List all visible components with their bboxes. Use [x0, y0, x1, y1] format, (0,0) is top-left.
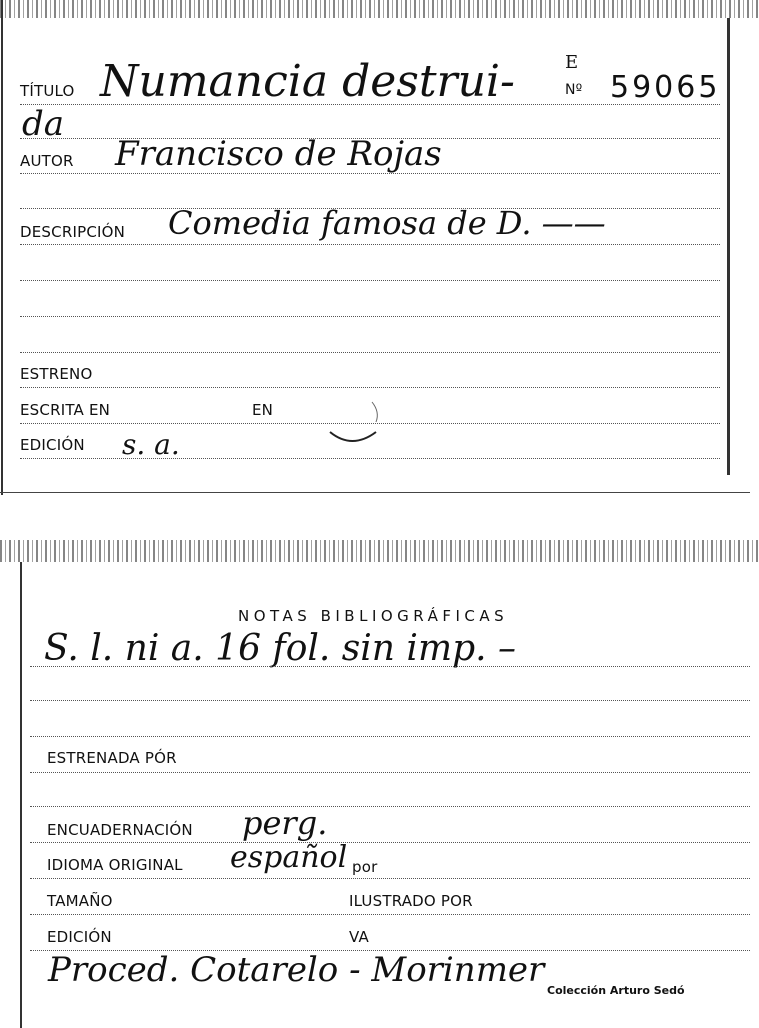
card-bottom-edge	[0, 492, 750, 493]
ilustrado-por-label: ILUSTRADO POR	[349, 892, 473, 910]
edicion-rule	[20, 458, 720, 459]
titulo-label: TÍTULO	[20, 82, 75, 100]
no-superscript: E	[565, 52, 579, 73]
card-right-edge	[727, 18, 730, 475]
autor-value: Francisco de Rojas	[115, 134, 442, 174]
tamano-rule	[30, 914, 750, 915]
edicion-label: EDICIÓN	[20, 436, 85, 454]
titulo-value: Numancia destrui-	[100, 56, 515, 107]
va-label: VA	[349, 928, 369, 946]
collection-credit: Colección Arturo Sedó	[547, 984, 685, 997]
descripcion-value: Comedia famosa de D. ——	[168, 204, 606, 242]
encuadernacion-value: perg.	[242, 804, 328, 842]
idioma-value: español	[230, 840, 348, 875]
estrenada-por-label: ESTRENADA PÓR	[47, 749, 177, 767]
blank-rule-1	[20, 280, 720, 281]
por-label: por	[352, 858, 378, 876]
card-left-edge	[1, 0, 3, 495]
estreno-label: ESTRENO	[20, 365, 93, 383]
edicion-back-label: EDICIÓN	[47, 928, 112, 946]
procedencia-value: Proced. Cotarelo - Morinmer	[48, 950, 545, 990]
escrita-en-label: ESCRITA EN	[20, 401, 111, 419]
encuadernacion-rule	[30, 842, 750, 843]
estreno-rule	[20, 387, 720, 388]
tamano-label: TAMAÑO	[47, 892, 113, 910]
estrenada-rule	[30, 772, 750, 773]
notas-rule	[30, 666, 750, 667]
catalog-card-back	[0, 540, 759, 1028]
blank-rule-back	[30, 806, 750, 807]
catalog-card-front	[0, 0, 759, 495]
descripcion-rule-top	[20, 208, 720, 209]
card-top-edge	[0, 540, 759, 562]
autor-label: AUTOR	[20, 152, 74, 170]
descripcion-rule	[20, 244, 720, 245]
en-label: EN	[252, 401, 274, 419]
blank-rule-2	[20, 316, 720, 317]
notas-value: S. l. ni a. 16 fol. sin imp. –	[44, 628, 517, 669]
notas-rule-3	[30, 736, 750, 737]
blank-rule-3	[20, 352, 720, 353]
idioma-rule	[30, 878, 750, 879]
edicion-value: s. a.	[122, 428, 180, 461]
idioma-original-label: IDIOMA ORIGINAL	[47, 856, 183, 874]
titulo-rule	[20, 104, 720, 105]
titulo-value-continued: da	[22, 104, 65, 144]
circular-stamp-mark	[322, 392, 384, 448]
no-label: Nº	[565, 82, 583, 98]
descripcion-label: DESCRIPCIÓN	[20, 223, 126, 241]
card-top-edge	[0, 0, 759, 18]
autor-rule	[20, 173, 720, 174]
notas-heading: NOTAS BIBLIOGRÁFICAS	[238, 607, 509, 625]
encuadernacion-label: ENCUADERNACIÓN	[47, 821, 193, 839]
catalog-number: 59065	[610, 70, 721, 105]
card-left-edge	[20, 562, 22, 1028]
notas-rule-2	[30, 700, 750, 701]
